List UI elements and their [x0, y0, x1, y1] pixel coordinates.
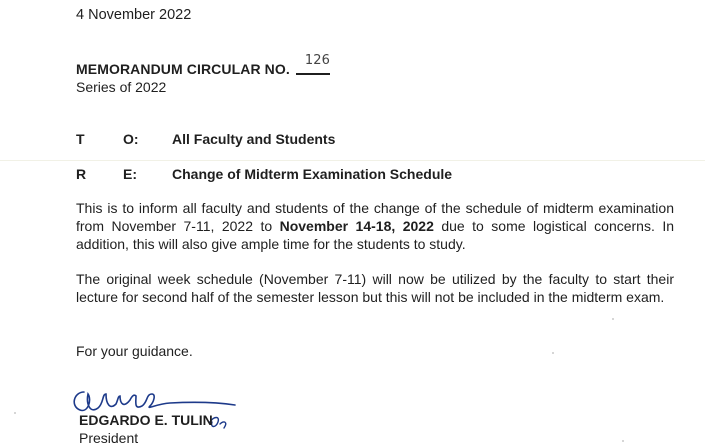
- scan-line: [0, 160, 705, 161]
- scan-speck: [552, 352, 554, 354]
- paragraph-2: The original week schedule (November 7-11) will now be utilized by the faculty to start their lecture for second half of the semester lesson but this will not be included in the midterm exam.: [76, 271, 674, 305]
- paragraph-1-end: due to some logistical concerns. In addition, this will also give ample time for the students to study.: [76, 218, 674, 252]
- re-label-e: E:: [123, 166, 137, 182]
- paragraph-1-start: This is to inform all faculty and students of the change of the schedule of midterm examination from November 7-11, 2022 to: [76, 200, 674, 234]
- new-schedule-dates: November 14-18, 2022: [279, 218, 434, 234]
- memo-heading: [76, 53, 330, 77]
- paragraph-3: For your guidance.: [76, 343, 193, 359]
- scan-speck: [14, 412, 16, 414]
- memo-date: 4 November 2022: [76, 7, 192, 23]
- re-label-r: R: [76, 166, 87, 182]
- signatory-name: EDGARDO E. TULIN: [79, 412, 213, 428]
- memo-number: 126: [304, 53, 330, 68]
- memo-series: Series of 2022: [76, 79, 167, 95]
- re-value: Change of Midterm Examination Schedule: [172, 166, 453, 182]
- memo-number-field: [296, 53, 330, 77]
- to-label-o: O:: [123, 131, 139, 147]
- scan-speck: [622, 440, 624, 442]
- paragraph-1: [76, 199, 674, 253]
- to-value: All Faculty and Students: [172, 131, 336, 147]
- signatory-position: President: [79, 430, 139, 446]
- to-label-t: T: [76, 131, 85, 147]
- scan-speck: [612, 318, 614, 320]
- memo-title: MEMORANDUM CIRCULAR NO.: [76, 61, 290, 77]
